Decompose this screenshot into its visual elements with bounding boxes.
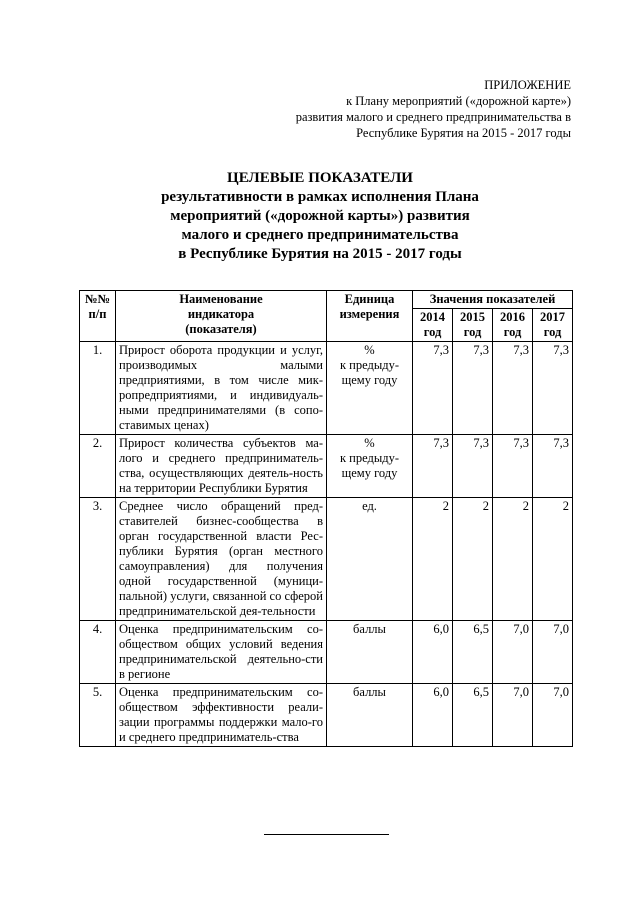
value-2014: 7,3 (413, 435, 453, 498)
indicator-name: Оценка предпринимательским со-обществом общих условий ведения предпринимательской деятельно-сти в регионе (116, 621, 327, 684)
unit-cell: % к предыду- щему году (327, 342, 413, 435)
value-2017: 2 (533, 498, 573, 621)
indicator-name: Прирост количества субъектов ма-лого и среднего предприниматель-ства, осуществляющих деятель-ность на территории Республики Бурятия (116, 435, 327, 498)
value-2015: 7,3 (453, 342, 493, 435)
title-line: в Республике Бурятия на 2015 - 2017 годы (178, 246, 462, 262)
value-2016: 2 (493, 498, 533, 621)
value-2016: 7,0 (493, 621, 533, 684)
appendix-label: ПРИЛОЖЕНИЕ (484, 78, 571, 92)
unit-cell: % к предыду- щему году (327, 435, 413, 498)
value-2016: 7,0 (493, 684, 533, 747)
header-year: 2017 год (533, 309, 573, 342)
unit-cell: баллы (327, 621, 413, 684)
value-2015: 6,5 (453, 621, 493, 684)
value-2015: 7,3 (453, 435, 493, 498)
header-unit: Единица измерения (327, 291, 413, 342)
value-2017: 7,3 (533, 435, 573, 498)
value-2016: 7,3 (493, 435, 533, 498)
table-row (80, 342, 573, 435)
header-row (80, 291, 573, 309)
value-2016: 7,3 (493, 342, 533, 435)
end-divider (264, 834, 389, 835)
table-row (80, 435, 573, 498)
header-year: 2014 год (413, 309, 453, 342)
row-number: 3. (80, 498, 116, 621)
header-year: 2015 год (453, 309, 493, 342)
appendix-line: Республике Бурятия на 2015 - 2017 годы (356, 126, 571, 140)
value-2014: 7,3 (413, 342, 453, 435)
header-indicator-name: Наименование индикатора (показателя) (116, 291, 327, 342)
row-number: 4. (80, 621, 116, 684)
value-2014: 6,0 (413, 684, 453, 747)
indicator-name: Прирост оборота продукции и услуг, производимых малыми предприятиями, в том числе мик-ропредприятиями, и индивидуаль-ными предпринимателями (в сопо-ставимых ценах) (116, 342, 327, 435)
table-row (80, 684, 573, 747)
table-row (80, 498, 573, 621)
header-values-group: Значения показателей (413, 291, 573, 309)
document-title (0, 169, 640, 264)
row-number: 2. (80, 435, 116, 498)
indicator-name: Оценка предпринимательским со-обществом эффективности реали-зации программы поддержки мало-го и среднего предприниматель-ства (116, 684, 327, 747)
header-number: №№ п/п (80, 291, 116, 342)
value-2017: 7,0 (533, 684, 573, 747)
unit-cell: ед. (327, 498, 413, 621)
title-line: мероприятий («дорожной карты») развития (170, 208, 470, 224)
title-line: малого и среднего предпринимательства (181, 227, 459, 243)
appendix-line: к Плану мероприятий («дорожной карте») (346, 94, 571, 108)
appendix-line: развития малого и среднего предпринимательства в (295, 110, 571, 124)
value-2017: 7,0 (533, 621, 573, 684)
value-2017: 7,3 (533, 342, 573, 435)
header-year: 2016 год (493, 309, 533, 342)
title-line: результативности в рамках исполнения Плана (161, 189, 479, 205)
value-2014: 2 (413, 498, 453, 621)
row-number: 1. (80, 342, 116, 435)
row-number: 5. (80, 684, 116, 747)
value-2014: 6,0 (413, 621, 453, 684)
appendix-header (296, 77, 571, 141)
value-2015: 2 (453, 498, 493, 621)
indicator-name: Среднее число обращений пред-ставителей бизнес-сообщества в орган государственной власти Рес-публики Бурятия (орган местного самоуправления) для получения одной государственной (муници-пальной) услуги, связанной со сферой предпринимательской дея-тельности (116, 498, 327, 621)
indicators-table (79, 290, 573, 747)
value-2015: 6,5 (453, 684, 493, 747)
unit-cell: баллы (327, 684, 413, 747)
table-row (80, 621, 573, 684)
title-line: ЦЕЛЕВЫЕ ПОКАЗАТЕЛИ (227, 170, 413, 186)
